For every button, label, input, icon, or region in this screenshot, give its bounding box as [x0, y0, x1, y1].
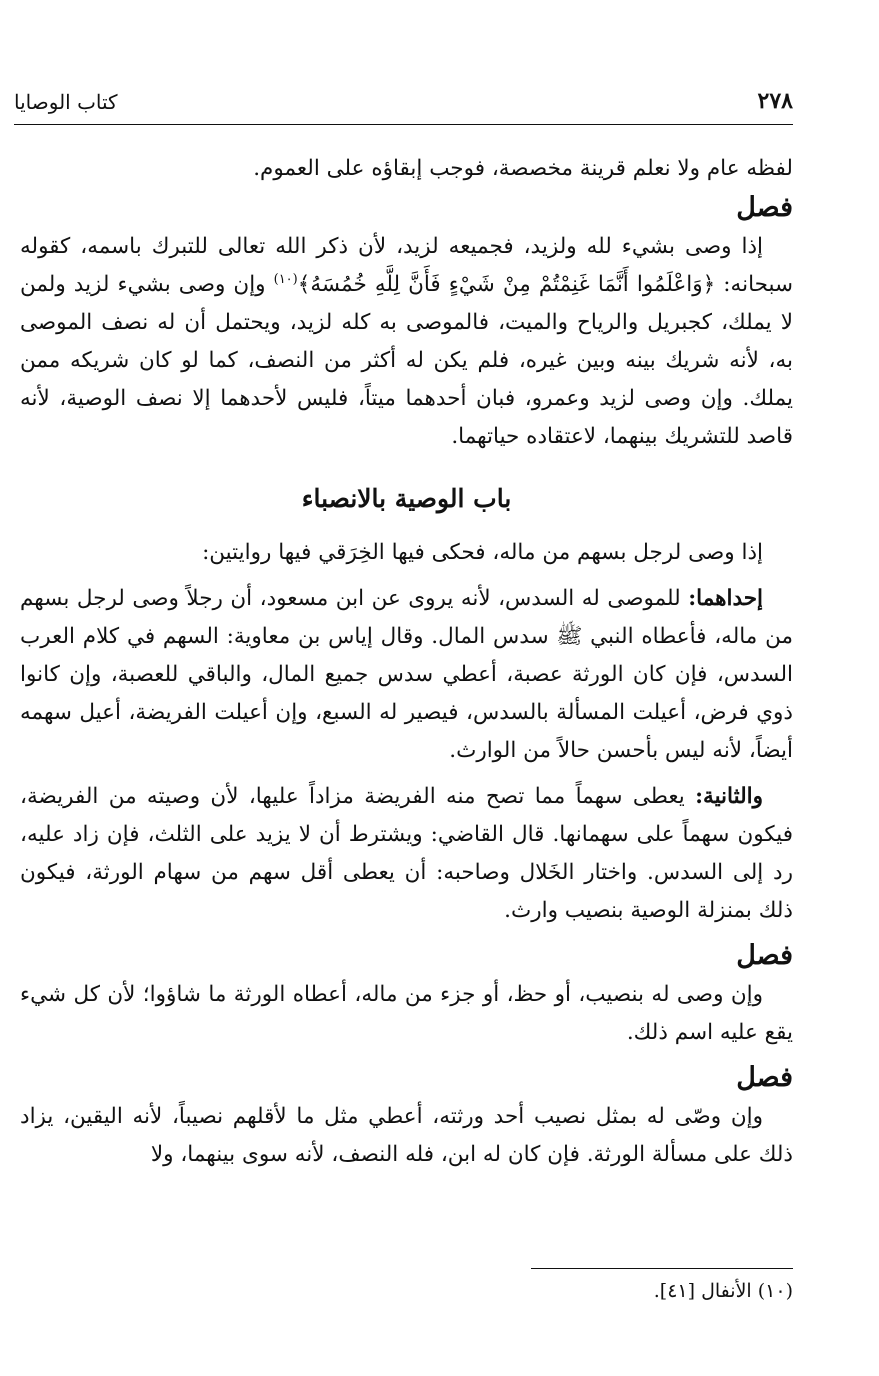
paragraph: [20, 580, 793, 770]
page-number: ٢٧٨: [757, 88, 793, 114]
paragraph: [20, 228, 793, 456]
paragraph: إذا وصى لرجل بسهم من ماله، فحكى فيها الخِرَقي فيها روايتين:: [202, 540, 763, 565]
paragraph-text: إذا وصى بشيء لله ولزيد، فجميعه لزيد، لأن ذكر الله تعالى للتبرك باسمه، كقوله سبحانه: ﴿وَاعْلَمُوا أَنَّمَا غَنِمْتُمْ مِنْ شَيْءٍ فَأَنَّ لِلَّهِ خُمُسَهُ﴾: [20, 234, 793, 297]
paragraph: [20, 778, 793, 930]
main-text: [20, 150, 793, 1174]
book-title: كتاب الوصايا: [14, 90, 118, 114]
paragraph: وإن وصّى له بمثل نصيب أحد ورثته، أعطي مثل ما لأقلهم نصيباً، لأنه اليقين، يزاد ذلك على مسألة الورثة. فإن كان له ابن، فله النصف، لأنه سوى بينهما، ولا: [20, 1104, 793, 1167]
paragraph-lead: إحداهما:: [688, 586, 763, 611]
paragraph-text: للموصى له السدس، لأنه يروى عن ابن مسعود، أن رجلاً وصى لرجل بسهم من ماله، فأعطاه النبي ﷺ سدس المال. وقال إياس بن معاوية: السهم في كلام العرب السدس، فإن كان الورثة عصبة، أعطي سدس جميع المال، والباقي للعصبة، وإن كانوا ذوي فرض، أعيلت المسألة بالسدس، فيصير له السبع، وإن أعيلت الفريضة، أعيل سهمه أيضاً، لأنه ليس بأحسن حالاً من الوارث.: [20, 586, 793, 763]
footnote-divider: [531, 1268, 793, 1269]
paragraph-text: يعطى سهماً مما تصح منه الفريضة مزاداً عليها، لأن وصيته من الفريضة، فيكون سهماً على سهمانها. قال القاضي: ويشترط أن لا يزيد على الثلث، فإن زاد عليه، رد إلى السدس. واختار الخَلال وصاحبه: أن يعطى أقل سهم من سهام الورثة، فيكون ذلك بمنزلة الوصية بنصيب وارث.: [20, 784, 793, 923]
chapter-title: باب الوصية بالانصباء: [301, 484, 512, 513]
footnote: (١٠) الأنفال [٤١].: [653, 1280, 793, 1302]
section-heading: فصل: [736, 940, 793, 971]
paragraph-continuation: لفظه عام ولا نعلم قرينة مخصصة، فوجب إبقاؤه على العموم.: [253, 156, 793, 181]
section-heading: فصل: [736, 1062, 793, 1093]
section-heading: فصل: [736, 192, 793, 223]
footnote-ref: (١٠): [273, 271, 298, 287]
running-header: [14, 88, 793, 125]
paragraph: وإن وصى له بنصيب، أو حظ، أو جزء من ماله، أعطاه الورثة ما شاؤوا؛ لأن كل شيء يقع عليه اسم ذلك.: [20, 982, 793, 1045]
paragraph-lead: والثانية:: [695, 784, 763, 809]
paragraph-text-rest: وإن وصى بشيء لزيد ولمن لا يملك، كجبريل والرياح والميت، فالموصى به كله لزيد، ويحتمل أن له نصف الموصى به، لأنه شريك بينه وبين غيره، فلم يكن له أكثر من النصف، كما لو كان شريكه ممن يملك. وإن وصى لزيد وعمرو، فبان أحدهما ميتاً، فليس لأحدهما إلا نصف الوصية، لأنه قاصد للتشريك بينهما، لاعتقاده حياتهما.: [20, 272, 793, 449]
